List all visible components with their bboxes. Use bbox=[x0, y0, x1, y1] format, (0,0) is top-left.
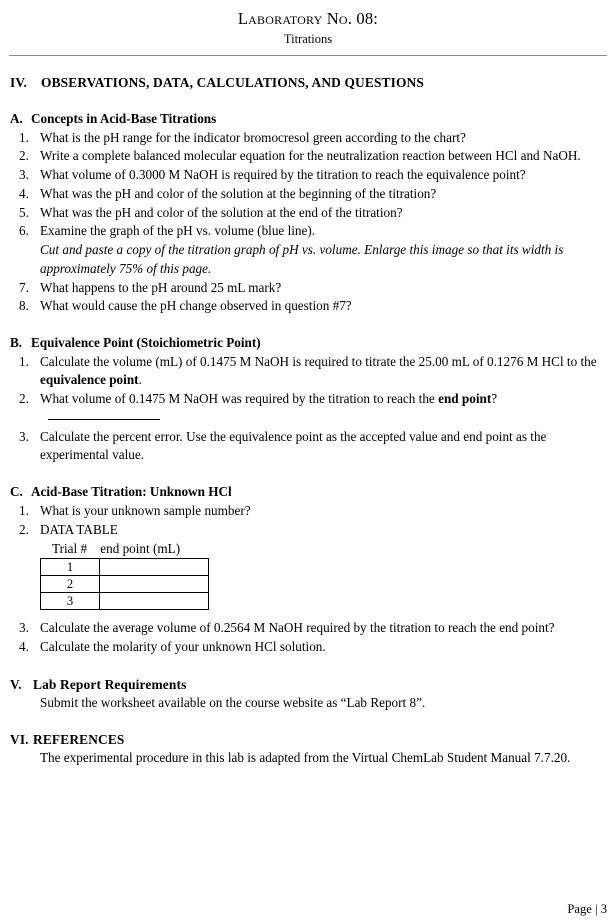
list-marker: 2. bbox=[19, 521, 29, 537]
list-item-text: What was the pH and color of the solution at the end of the titration? bbox=[40, 204, 403, 220]
list-item-text: What would cause the pH change observed in question #7? bbox=[40, 298, 352, 314]
question-list-c-bottom bbox=[9, 619, 607, 656]
section-heading-references bbox=[10, 730, 607, 749]
section-heading-observations bbox=[10, 73, 607, 92]
document-title: Laboratory No. 08: bbox=[237, 9, 379, 28]
list-marker: 2. bbox=[19, 148, 29, 164]
list-item-text: What is the pH range for the indicator bromocresol green according to the chart? bbox=[40, 129, 466, 145]
subsection-heading-a bbox=[9, 110, 607, 129]
list-item-text: DATA TABLE bbox=[40, 521, 118, 537]
table-cell-trial: 2 bbox=[41, 576, 100, 593]
subsection-heading-b-text: Equivalence Point (Stoichiometric Point) bbox=[31, 334, 261, 350]
list-marker: 8. bbox=[19, 298, 29, 314]
list-item bbox=[9, 502, 607, 521]
section-heading-lab-report bbox=[10, 675, 607, 694]
subsection-letter-b: B. bbox=[10, 334, 23, 350]
list-marker: 1. bbox=[19, 129, 29, 145]
list-item-text-tail: ? bbox=[491, 391, 498, 407]
list-marker: 1. bbox=[19, 502, 29, 518]
table-cell-end-point[interactable] bbox=[100, 559, 209, 576]
list-item-text: What volume of 0.1475 M NaOH was required by the titration to reach the bbox=[40, 391, 439, 407]
section-heading-text: REFERENCES bbox=[33, 732, 125, 748]
document-subtitle: Titrations bbox=[283, 31, 333, 46]
table-cell-end-point[interactable] bbox=[100, 593, 209, 610]
subsection-heading-c-text: Acid-Base Titration: Unknown HCl bbox=[31, 484, 232, 500]
list-item bbox=[9, 297, 607, 316]
list-marker: 3. bbox=[19, 167, 29, 183]
list-item bbox=[9, 390, 607, 427]
subsection-letter-a: A. bbox=[10, 110, 23, 126]
list-item-text: Write a complete balanced molecular equation for the neutralization reaction between HCl and NaOH. bbox=[40, 148, 581, 164]
references-body: The experimental procedure in this lab is adapted from the Virtual ChemLab Student Manual 7.7.20. bbox=[40, 750, 571, 766]
list-marker: 7. bbox=[19, 279, 29, 295]
question-list-c-top bbox=[9, 502, 607, 539]
list-item bbox=[9, 204, 607, 223]
table-row bbox=[41, 559, 209, 576]
subsection-heading-c bbox=[9, 483, 607, 502]
section-numeral: V. bbox=[10, 676, 22, 692]
spacer bbox=[9, 465, 607, 483]
answer-blank-line[interactable] bbox=[48, 419, 160, 420]
emphasis-term: equivalence point bbox=[40, 372, 139, 388]
spacer bbox=[9, 316, 607, 334]
section-numeral: IV. bbox=[10, 74, 27, 90]
list-item bbox=[9, 521, 607, 540]
data-table-header-line: Trial # end point (mL) bbox=[52, 541, 181, 557]
table-row bbox=[41, 593, 209, 610]
table-cell-end-point[interactable] bbox=[100, 576, 209, 593]
document-header bbox=[9, 0, 607, 56]
list-marker: 1. bbox=[19, 353, 29, 369]
section-heading-text: Lab Report Requirements bbox=[33, 676, 187, 692]
list-item bbox=[9, 222, 607, 278]
list-marker: 4. bbox=[19, 185, 29, 201]
list-item bbox=[9, 353, 607, 390]
list-item-text: Calculate the average volume of 0.2564 M NaOH required by the titration to reach the end point? bbox=[40, 620, 555, 636]
data-table bbox=[40, 558, 209, 610]
list-item bbox=[9, 619, 607, 638]
section-numeral: VI. bbox=[10, 732, 29, 748]
list-item-note: Cut and paste a copy of the titration graph of pH vs. volume. Enlarge this image so that its width is approximately 75% of this page. bbox=[40, 242, 564, 276]
subsection-heading-b bbox=[9, 334, 607, 353]
list-item bbox=[9, 166, 607, 185]
document-body bbox=[9, 56, 607, 768]
lab-report-body: Submit the worksheet available on the course website as “Lab Report 8”. bbox=[40, 694, 426, 710]
section-heading-text: OBSERVATIONS, DATA, CALCULATIONS, AND QUESTIONS bbox=[41, 74, 424, 90]
list-item bbox=[9, 147, 607, 166]
spacer bbox=[9, 657, 607, 675]
question-list-a bbox=[9, 129, 607, 316]
list-marker: 3. bbox=[19, 620, 29, 636]
list-item-text: What was the pH and color of the solution at the beginning of the titration? bbox=[40, 185, 437, 201]
question-list-b bbox=[9, 353, 607, 465]
list-item bbox=[9, 638, 607, 657]
list-marker: 2. bbox=[19, 391, 29, 407]
list-marker: 5. bbox=[19, 204, 29, 220]
list-marker: 4. bbox=[19, 638, 29, 654]
subsection-heading-a-text: Concepts in Acid-Base Titrations bbox=[31, 110, 217, 126]
data-table-block bbox=[9, 540, 607, 610]
list-marker: 3. bbox=[19, 428, 29, 444]
list-marker: 6. bbox=[19, 223, 29, 239]
page-number-footer: Page | 3 bbox=[567, 902, 607, 916]
list-item-text: Calculate the volume (mL) of 0.1475 M NaOH is required to titrate the 25.00 mL of 0.1276 M HCl to the bbox=[40, 353, 597, 369]
table-row bbox=[41, 576, 209, 593]
table-cell-trial: 3 bbox=[41, 593, 100, 610]
list-item bbox=[9, 129, 607, 148]
list-item-text: What volume of 0.3000 M NaOH is required by the titration to reach the equivalence point? bbox=[40, 167, 526, 183]
subsection-letter-c: C. bbox=[10, 484, 23, 500]
list-item-text-tail: . bbox=[138, 372, 142, 388]
list-item-text: Examine the graph of the pH vs. volume (blue line). bbox=[40, 223, 316, 239]
list-item-text: What happens to the pH around 25 mL mark? bbox=[40, 279, 282, 295]
spacer bbox=[9, 610, 607, 619]
spacer bbox=[9, 92, 607, 110]
emphasis-term: end point bbox=[438, 391, 492, 407]
list-item-text: Calculate the percent error. Use the equivalence point as the accepted value and end point as the experimental value. bbox=[40, 428, 547, 463]
list-item bbox=[9, 428, 607, 465]
table-cell-trial: 1 bbox=[41, 559, 100, 576]
list-item bbox=[9, 185, 607, 204]
list-item bbox=[9, 279, 607, 298]
list-item-text: What is your unknown sample number? bbox=[40, 502, 251, 518]
spacer bbox=[9, 712, 607, 730]
list-item-text: Calculate the molarity of your unknown HCl solution. bbox=[40, 638, 326, 654]
